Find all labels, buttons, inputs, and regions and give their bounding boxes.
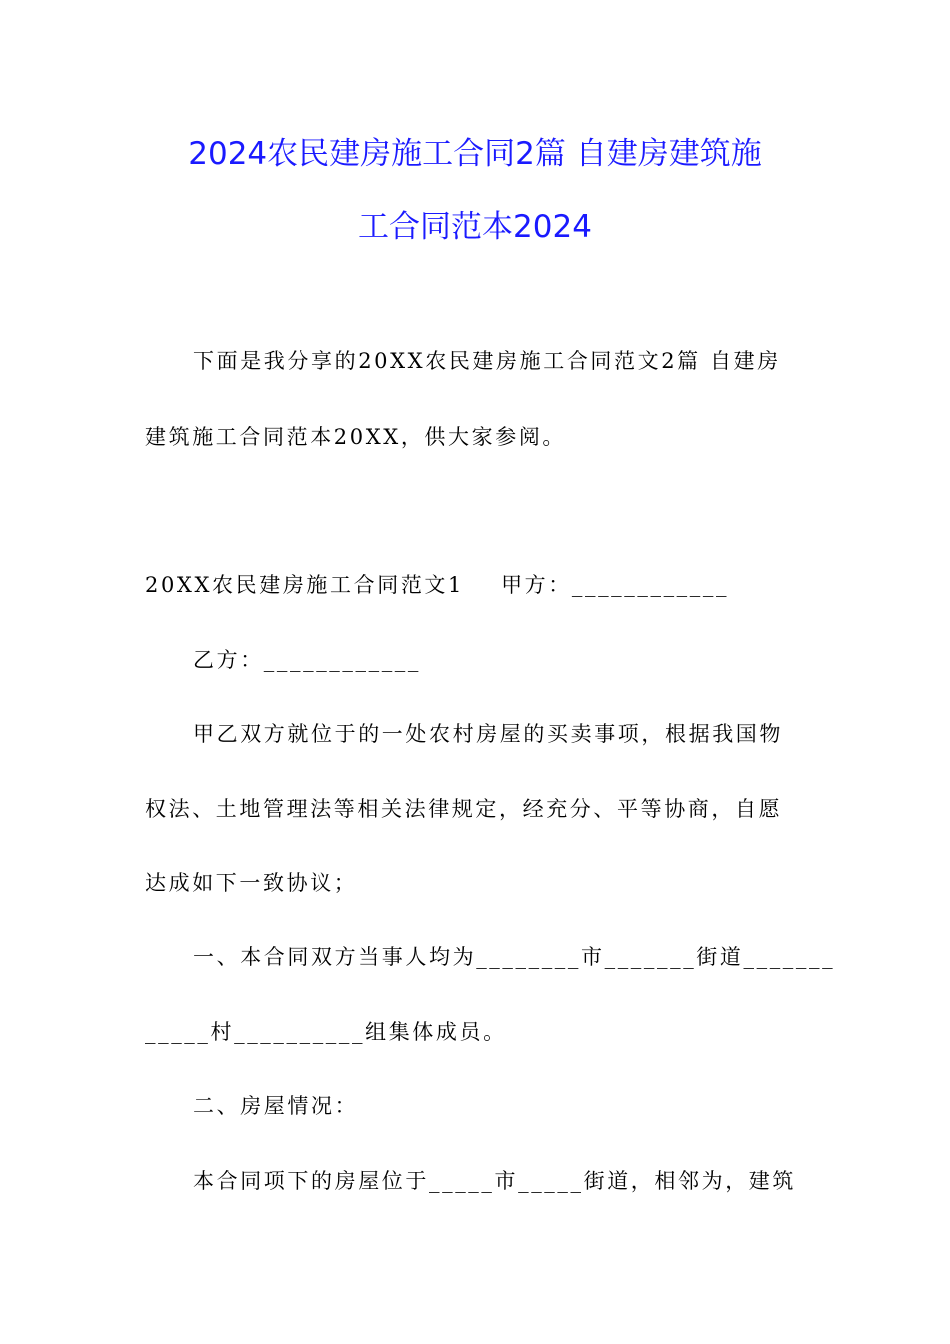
paragraph-line: 一、本合同双方当事人均为________市_______街道_______: [193, 945, 836, 969]
paragraph-line: 乙方：____________: [193, 648, 421, 672]
paragraph-line: 甲乙双方就位于的一处农村房屋的买卖事项，根据我国物: [193, 722, 783, 746]
paragraph-line: 本合同项下的房屋位于_____市_____街道，相邻为，建筑: [193, 1169, 796, 1193]
paragraph-line: 达成如下一致协议；: [145, 871, 358, 895]
paragraph-line: 建筑施工合同范本20XX，供大家参阅。: [145, 425, 567, 449]
paragraph-line: 权法、土地管理法等相关法律规定，经充分、平等协商，自愿: [145, 797, 783, 821]
paragraph-line: 20XX农民建房施工合同范文1 甲方：____________: [145, 573, 730, 597]
paragraph-line: _____村__________组集体成员。: [145, 1020, 507, 1044]
document-title-line-1: 2024农民建房施工合同2篇 自建房建筑施: [188, 136, 762, 172]
document-title-line-2: 工合同范本2024: [358, 209, 592, 245]
paragraph-line: 二、房屋情况：: [193, 1094, 359, 1118]
paragraph-line: 下面是我分享的20XX农民建房施工合同范文2篇 自建房: [193, 349, 781, 373]
